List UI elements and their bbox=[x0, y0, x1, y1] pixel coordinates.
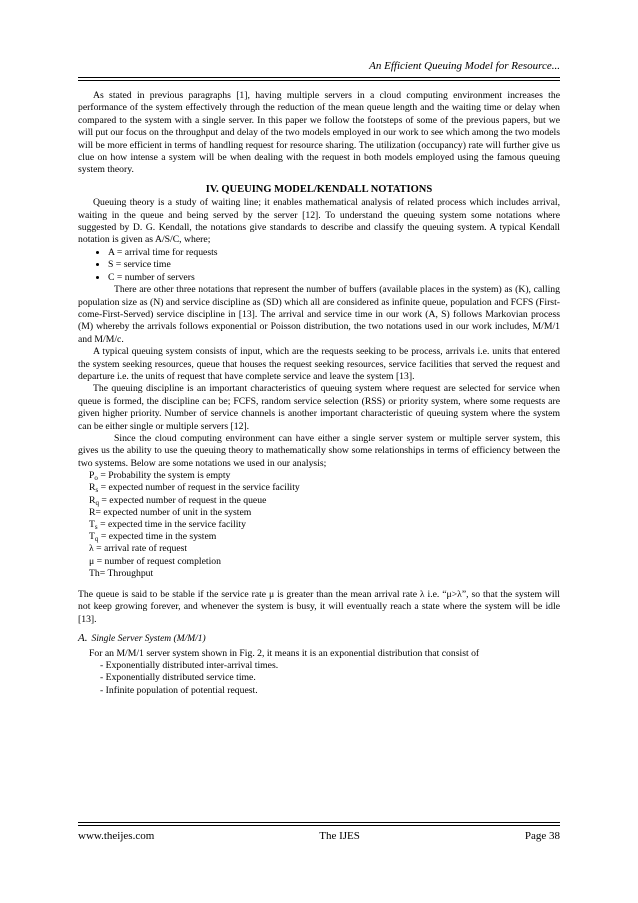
section-paragraph-1: Queuing theory is a study of waiting line; it enables mathematical analysis of related process which includes arrival, waiting in the queue and being served by the server [12]. To understand the queuing system some notations where suggested by D. G. Kendall, the notations give standards to describe and classify the queuing system. A typical Kendall notation is given as A/S/C, where; bbox=[78, 197, 560, 246]
page-footer bbox=[78, 830, 560, 842]
subsection-title: Single Server System (M/M/1) bbox=[91, 634, 206, 645]
list-item: - Exponentially distributed service time. bbox=[100, 672, 560, 684]
section-paragraph-3: A typical queuing system consists of input, which are the requests seeking to be process, arrivals i.e. units that entered the system seeking resources, queue that houses the request seeking resources, service facilities that served the request and departure i.e. the units of request that have complete service and leave the system [13]. bbox=[78, 346, 560, 382]
mm1-property-list bbox=[89, 660, 560, 697]
notation-item: $T_s$ = expected time in the service facility bbox=[89, 519, 246, 531]
notation-item: $R_s$ = expected number of request in the service facility bbox=[89, 482, 300, 495]
section-paragraph-4: The queuing discipline is an important characteristics of queuing system where request are selected for service when queue is formed, the discipline can be; FCFS, random service selection (RSS) or priority system, where some requests are given higher priority. Number of service channels is another important characteristic of queuing system where the system can be either single or multiple servers [12]. bbox=[78, 383, 560, 432]
bullet-item: • C = number of servers bbox=[108, 272, 560, 284]
notation-item: $P_o$ = Probability the system is empty bbox=[89, 470, 231, 483]
notation-item: μ = number of request completion bbox=[89, 555, 221, 567]
section-heading: IV. QUEUING MODEL/KENDALL NOTATIONS bbox=[205, 183, 433, 195]
running-header: An Efficient Queuing Model for Resource... bbox=[369, 60, 560, 72]
notation-item: λ = arrival rate of request bbox=[89, 543, 188, 555]
stability-paragraph: The queue is said to be stable if the service rate μ is greater than the mean arrival rate λ i.e. “μ>λ”, so that the system will not keep growing forever, and whenever the system is busy, it will eventually reach a state where the system will be idle [13]. bbox=[78, 589, 560, 625]
subsection-body bbox=[78, 648, 560, 698]
footer-website: www.theijes.com bbox=[78, 830, 155, 842]
footer-journal: The IJES bbox=[319, 830, 360, 842]
subsection-intro: For an M/M/1 server system shown in Fig. 2, it means it is an exponential distribution that consist of bbox=[89, 647, 480, 659]
notation-item: Th= Throughput bbox=[89, 567, 154, 579]
list-item: - Exponentially distributed inter-arrival times. bbox=[100, 660, 560, 672]
notation-list bbox=[78, 470, 560, 580]
notation-item: $R_q$ = expected number of request in the queue bbox=[89, 494, 267, 507]
notation-item: R= expected number of unit in the system bbox=[89, 506, 252, 518]
page-content bbox=[78, 90, 560, 697]
kendall-bullet-list bbox=[78, 247, 560, 284]
subsection-letter: A. bbox=[78, 632, 88, 645]
notation-item: $T_q$ = expected time in the system bbox=[89, 531, 217, 544]
list-item: - Infinite population of potential request. bbox=[100, 685, 560, 697]
subsection-heading bbox=[78, 632, 560, 645]
section-paragraph-2: There are other three notations that represent the number of buffers (available places in the system) as (K), calling population size as (N) and service discipline as (SD) which all are considered as infinite queue, population and FCFS (First-come-First-Served) service discipline in [13]. The arrival and service time in our work (A, S) follows Markovian process (M) whereby the arrivals follows exponential or Poisson distribution, the two notations used in our work includes, M/M/1 and M/M/c. bbox=[78, 284, 560, 345]
section-paragraph-5: Since the cloud computing environment can have either a single server system or multiple server system, this gives us the ability to use the queuing theory to mathematically show some relationships in terms of efficiency between the two systems. Below are some notations we used in our analysis; bbox=[78, 432, 560, 469]
bullet-item: • A = arrival time for requests bbox=[108, 247, 560, 259]
header-rule bbox=[78, 77, 560, 81]
bullet-item: • S = service time bbox=[108, 259, 560, 271]
intro-paragraph: As stated in previous paragraphs [1], having multiple servers in a cloud computing environment increases the performance of the system effectively through the reduction of the mean queue length and the waiting time or delay when compared to the system with a single server. In this paper we follow the footsteps of some of the previous papers, but we will put our focus on the throughput and delay of the two models employed in our work to see which among the two models will be more efficient in terms of handling request for resource sharing. The utilization (occupancy) rate will further give us clue on how intense a system will be when dealing with the request in both models employed using the famous queuing system theory. bbox=[78, 90, 560, 176]
footer-page-number: Page 38 bbox=[524, 830, 560, 842]
footer-rule bbox=[78, 822, 560, 826]
